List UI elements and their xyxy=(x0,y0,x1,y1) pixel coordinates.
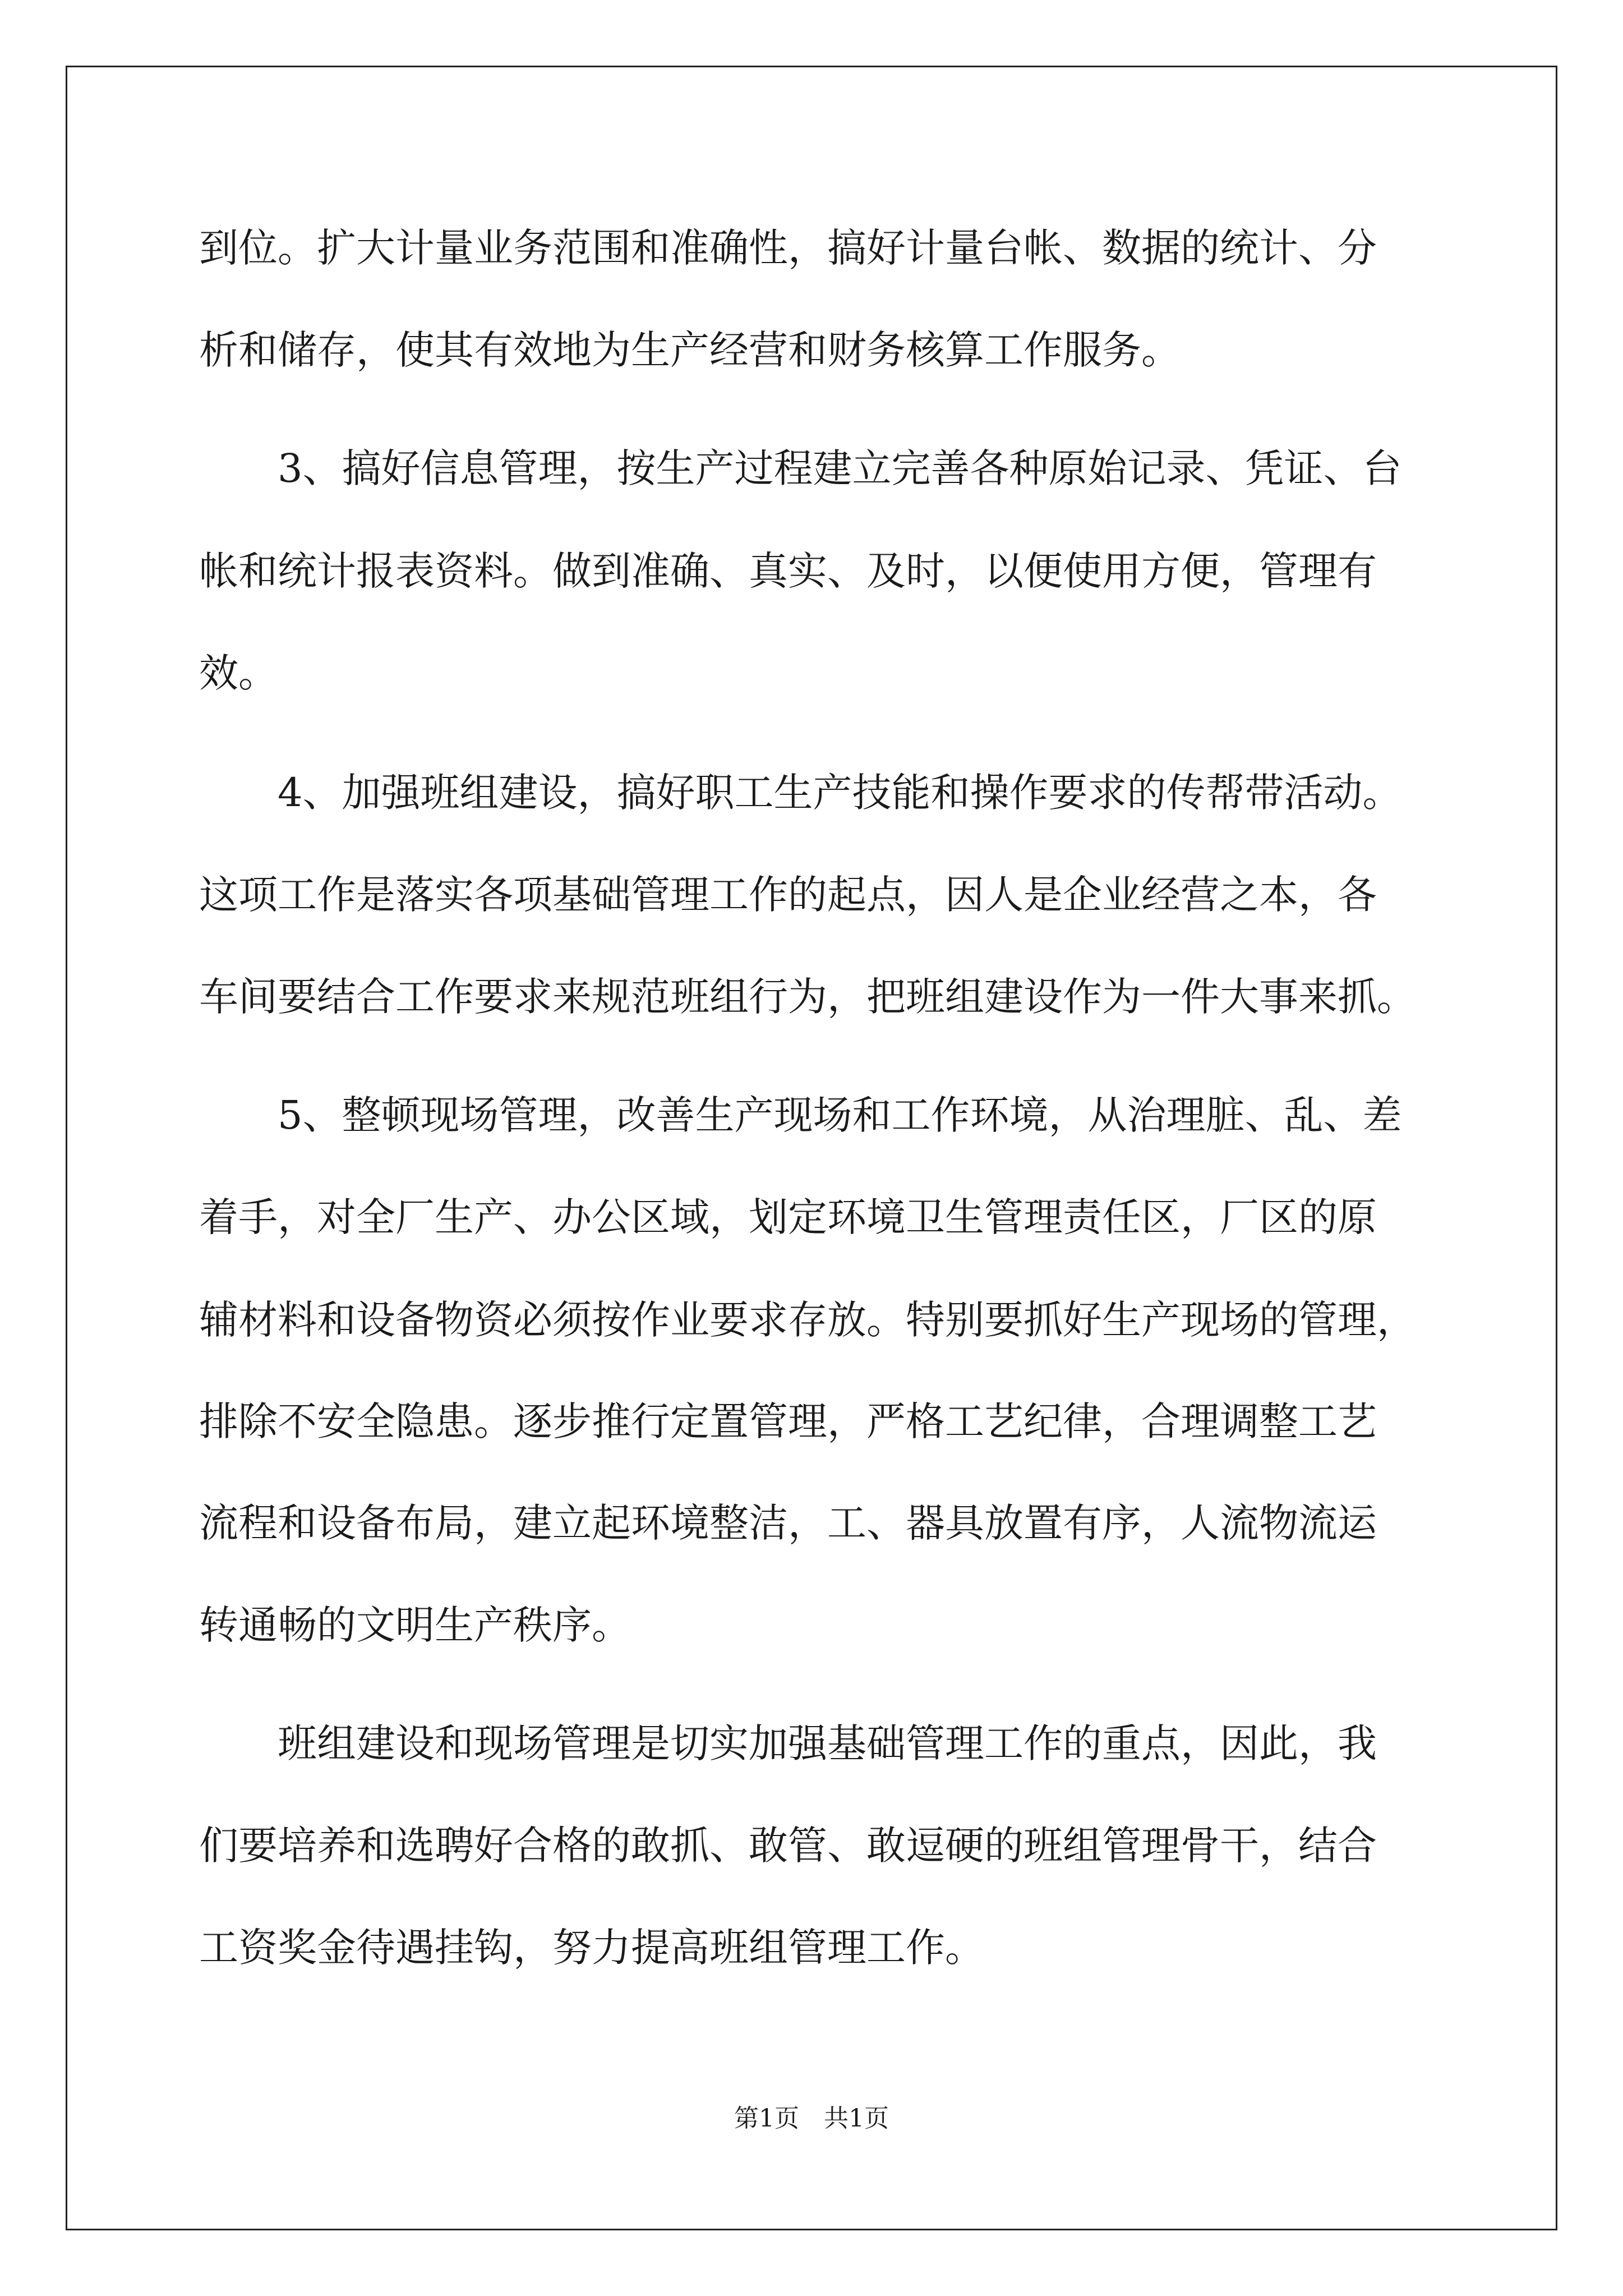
text-line: 辅材料和设备物资必须按作业要求存放。特别要抓好生产现场的管理， xyxy=(199,1297,1416,1343)
text-line: 工资奖金待遇挂钩，努力提高班组管理工作。 xyxy=(199,1925,984,1971)
text-line-indented: 班组建设和现场管理是切实加强基础管理工作的重点，因此，我 xyxy=(278,1720,1377,1766)
text-line-indented: 3、搞好信息管理，按生产过程建立完善各种原始记录、凭证、台 xyxy=(278,445,1402,491)
text-line: 排除不安全隐患。逐步推行定置管理，严格工艺纪律，合理调整工艺 xyxy=(199,1398,1377,1444)
text-line: 析和储存，使其有效地为生产经营和财务核算工作服务。 xyxy=(199,327,1181,373)
text-line: 帐和统计报表资料。做到准确、真实、及时，以便使用方便，管理有 xyxy=(199,548,1377,594)
text-line: 效。 xyxy=(199,650,278,696)
text-line-indented: 5、整顿现场管理，改善生产现场和工作环境，从治理脏、乱、差 xyxy=(278,1092,1402,1138)
text-line: 这项工作是落实各项基础管理工作的起点，因人是企业经营之本，各 xyxy=(199,872,1377,918)
text-line: 车间要结合工作要求来规范班组行为，把班组建设作为一件大事来抓。 xyxy=(199,974,1416,1020)
text-line: 转通畅的文明生产秩序。 xyxy=(199,1602,631,1648)
text-line: 到位。扩大计量业务范围和准确性，搞好计量台帐、数据的统计、分 xyxy=(199,225,1377,271)
page-footer: 第1页 共1页 xyxy=(734,2104,889,2133)
page-border xyxy=(66,66,1557,2230)
text-line: 着手，对全厂生产、办公区域，划定环境卫生管理责任区，厂区的原 xyxy=(199,1194,1377,1240)
text-line: 们要培养和选聘好合格的敢抓、敢管、敢逗硬的班组管理骨干，结合 xyxy=(199,1823,1377,1869)
text-line-indented: 4、加强班组建设，搞好职工生产技能和操作要求的传帮带活动。 xyxy=(278,770,1402,816)
text-line: 流程和设备布局，建立起环境整洁，工、器具放置有序，人流物流运 xyxy=(199,1500,1377,1546)
